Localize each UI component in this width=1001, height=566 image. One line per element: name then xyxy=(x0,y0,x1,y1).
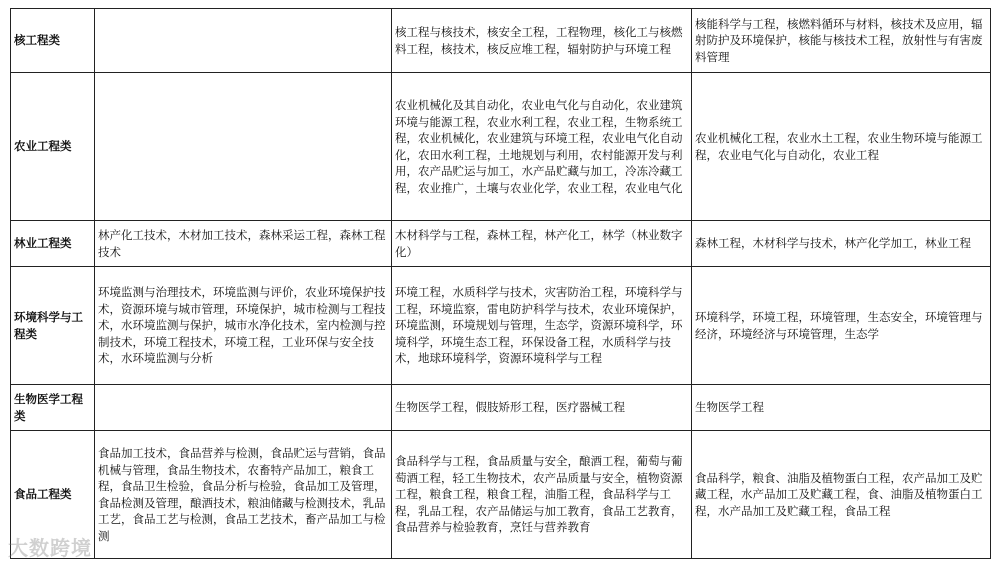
graduate-cell: 食品科学，粮食、油脂及植物蛋白工程，农产品加工及贮藏工程，水产品加工及贮藏工程，食、油脂及植物蛋白工程，水产品加工及贮藏工程，食品工程 xyxy=(692,431,991,559)
undergrad-cell: 环境工程，水质科学与技术，灾害防治工程，环境科学与工程，环境监察，雷电防护科学与技术，农业环境保护，环境监测，环境规划与管理，生态学，资源环境科学，环境科学，环境生态工程，环保设备工程，水质科学与技术，地球环境科学，资源环境科学与工程 xyxy=(392,267,692,385)
majors-table xyxy=(10,8,991,559)
table-row-forestry xyxy=(11,221,991,267)
category-cell: 环境科学与工程类 xyxy=(11,267,95,385)
undergrad-cell: 生物医学工程，假肢矫形工程，医疗器械工程 xyxy=(392,385,692,431)
table-row-agriculture xyxy=(11,73,991,221)
graduate-cell: 森林工程，木材科学与技术，林产化学加工，林业工程 xyxy=(692,221,991,267)
vocational-cell xyxy=(95,385,392,431)
undergrad-cell: 木材科学与工程，森林工程，林产化工，林学（林业数字化） xyxy=(392,221,692,267)
graduate-cell: 环境科学，环境工程，环境管理，生态安全，环境管理与经济，环境经济与环境管理，生态学 xyxy=(692,267,991,385)
vocational-cell xyxy=(95,9,392,73)
table-row-food xyxy=(11,431,991,559)
table-row-nuclear xyxy=(11,9,991,73)
category-cell: 生物医学工程类 xyxy=(11,385,95,431)
vocational-cell: 林产化工技术，木材加工技术，森林采运工程，森林工程技术 xyxy=(95,221,392,267)
table-row-biomedical xyxy=(11,385,991,431)
graduate-cell: 农业机械化工程，农业水土工程，农业生物环境与能源工程，农业电气化与自动化，农业工程 xyxy=(692,73,991,221)
table-row-environment xyxy=(11,267,991,385)
category-cell: 核工程类 xyxy=(11,9,95,73)
category-cell: 食品工程类 xyxy=(11,431,95,559)
undergrad-cell: 食品科学与工程，食品质量与安全，酿酒工程，葡萄与葡萄酒工程，轻工生物技术，农产品质量与安全，植物资源工程，粮食工程，粮食工程，油脂工程，食品科学与工程，乳品工程，农产品储运与加工教育，食品工艺教育，食品营养与检验教育，烹饪与营养教育 xyxy=(392,431,692,559)
graduate-cell: 核能科学与工程，核燃料循环与材料，核技术及应用，辐射防护及环境保护，核能与核技术工程，放射性与有害废料管理 xyxy=(692,9,991,73)
category-cell: 农业工程类 xyxy=(11,73,95,221)
watermark: 大数跨境 xyxy=(8,536,92,560)
graduate-cell: 生物医学工程 xyxy=(692,385,991,431)
vocational-cell: 食品加工技术，食品营养与检测，食品贮运与营销，食品机械与管理，食品生物技术，农畜特产品加工，粮食工程，食品卫生检验，食品分析与检验，食品加工及管理，食品检测及管理，酿酒技术，粮油储藏与检测技术，乳品工艺，食品工艺与检测，食品工艺技术，畜产品加工与检测 xyxy=(95,431,392,559)
undergrad-cell: 核工程与核技术，核安全工程，工程物理，核化工与核燃料工程，核技术，核反应堆工程，辐射防护与环境工程 xyxy=(392,9,692,73)
category-cell: 林业工程类 xyxy=(11,221,95,267)
vocational-cell xyxy=(95,73,392,221)
undergrad-cell: 农业机械化及其自动化，农业电气化与自动化，农业建筑环境与能源工程，农业水利工程，农业工程，生物系统工程，农业机械化，农业建筑与环境工程，农业电气化自动化，农田水利工程，土地规划与利用，农村能源开发与利用，农产品贮运与加工，水产品贮藏与加工，冷冻冷藏工程，农业推广，土壤与农业化学，农业工程，农业电气化 xyxy=(392,73,692,221)
vocational-cell: 环境监测与治理技术，环境监测与评价，农业环境保护技术，资源环境与城市管理，环境保护，城市检测与工程技术，水环境监测与保护，城市水净化技术，室内检测与控制技术，环境工程技术，环境工程，工业环保与安全技术，水环境监测与分析 xyxy=(95,267,392,385)
